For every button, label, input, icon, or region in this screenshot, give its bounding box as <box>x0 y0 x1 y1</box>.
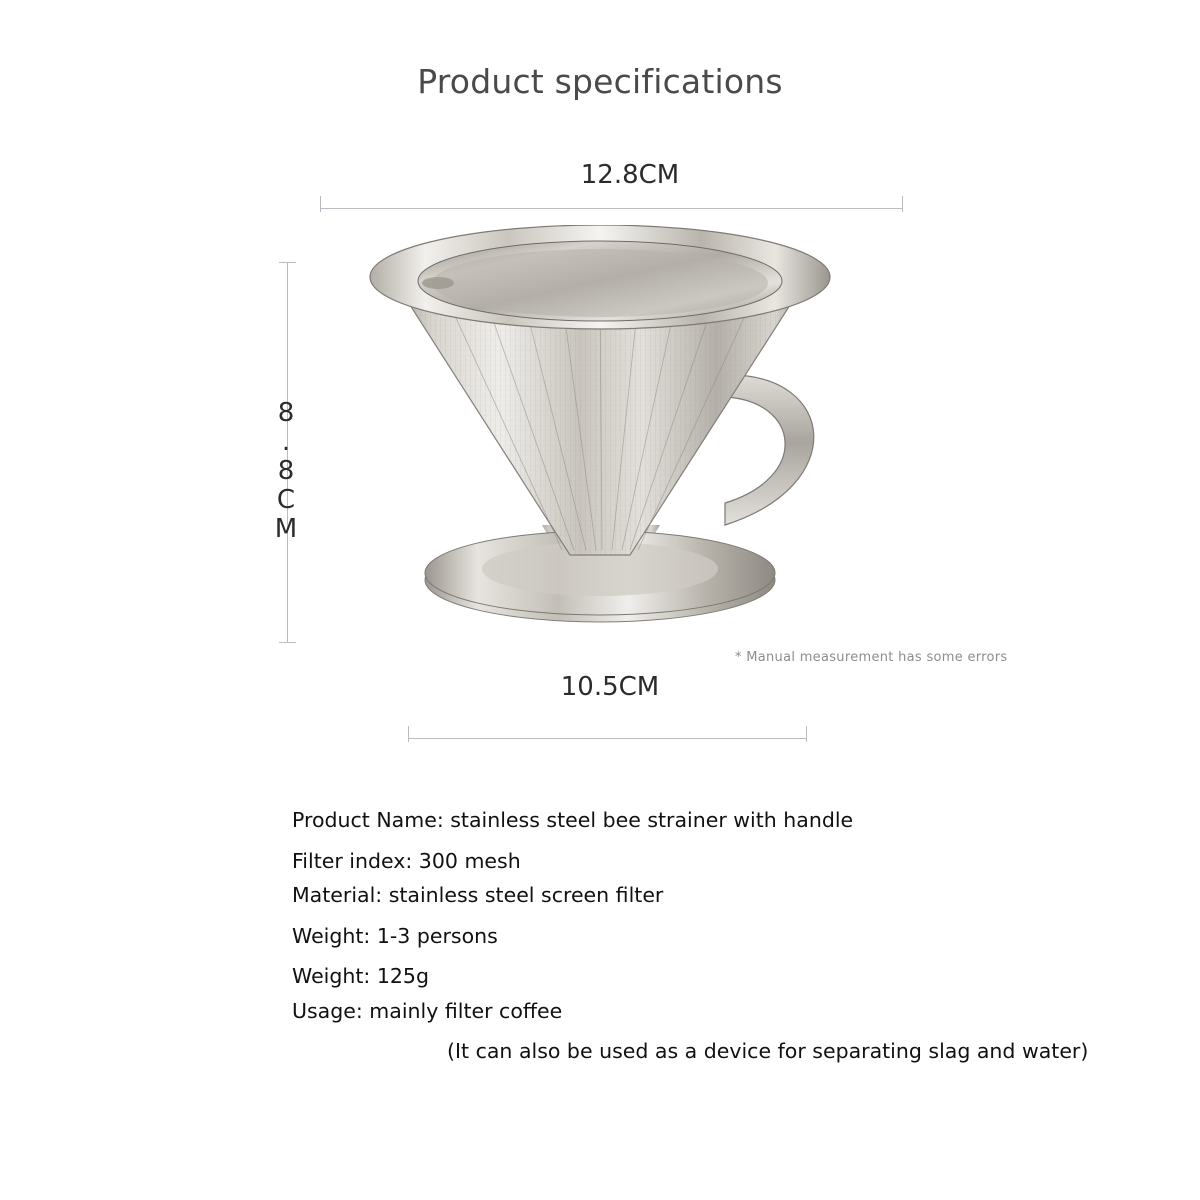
dimension-width-cap-right <box>902 196 903 212</box>
dimension-height-cap-top <box>279 262 296 263</box>
spec-product-name: Product Name: stainless steel bee strainer with handle <box>292 808 854 832</box>
product-image <box>330 225 890 645</box>
spec-material: Material: stainless steel screen filter <box>292 883 664 907</box>
dimension-width-cap-left <box>320 196 321 212</box>
dimension-height-label: 8.8CM <box>271 398 301 543</box>
dimension-base-cap-right <box>806 726 807 742</box>
specification-list <box>292 810 1152 1062</box>
spec-usage: Usage: mainly filter coffee <box>292 998 563 1023</box>
dimension-width-label: 12.8CM <box>580 160 680 190</box>
measurement-footnote: * Manual measurement has some errors <box>735 650 1008 665</box>
spec-filter-index: Filter index: 300 mesh <box>292 848 521 873</box>
dimension-base-line <box>408 738 806 739</box>
dimension-height-cap-bottom <box>279 642 296 643</box>
spec-usage-note: (It can also be used as a device for separating slag and water) <box>447 1039 1089 1063</box>
dimension-base-label: 10.5CM <box>560 672 660 702</box>
dimension-base-cap-left <box>408 726 409 742</box>
page-title: Product specifications <box>417 62 783 101</box>
spec-weight: Weight: 125g <box>292 964 429 988</box>
spec-capacity: Weight: 1-3 persons <box>292 923 498 948</box>
coffee-filter-cone-icon <box>330 225 890 645</box>
dimension-width-line <box>320 208 902 209</box>
